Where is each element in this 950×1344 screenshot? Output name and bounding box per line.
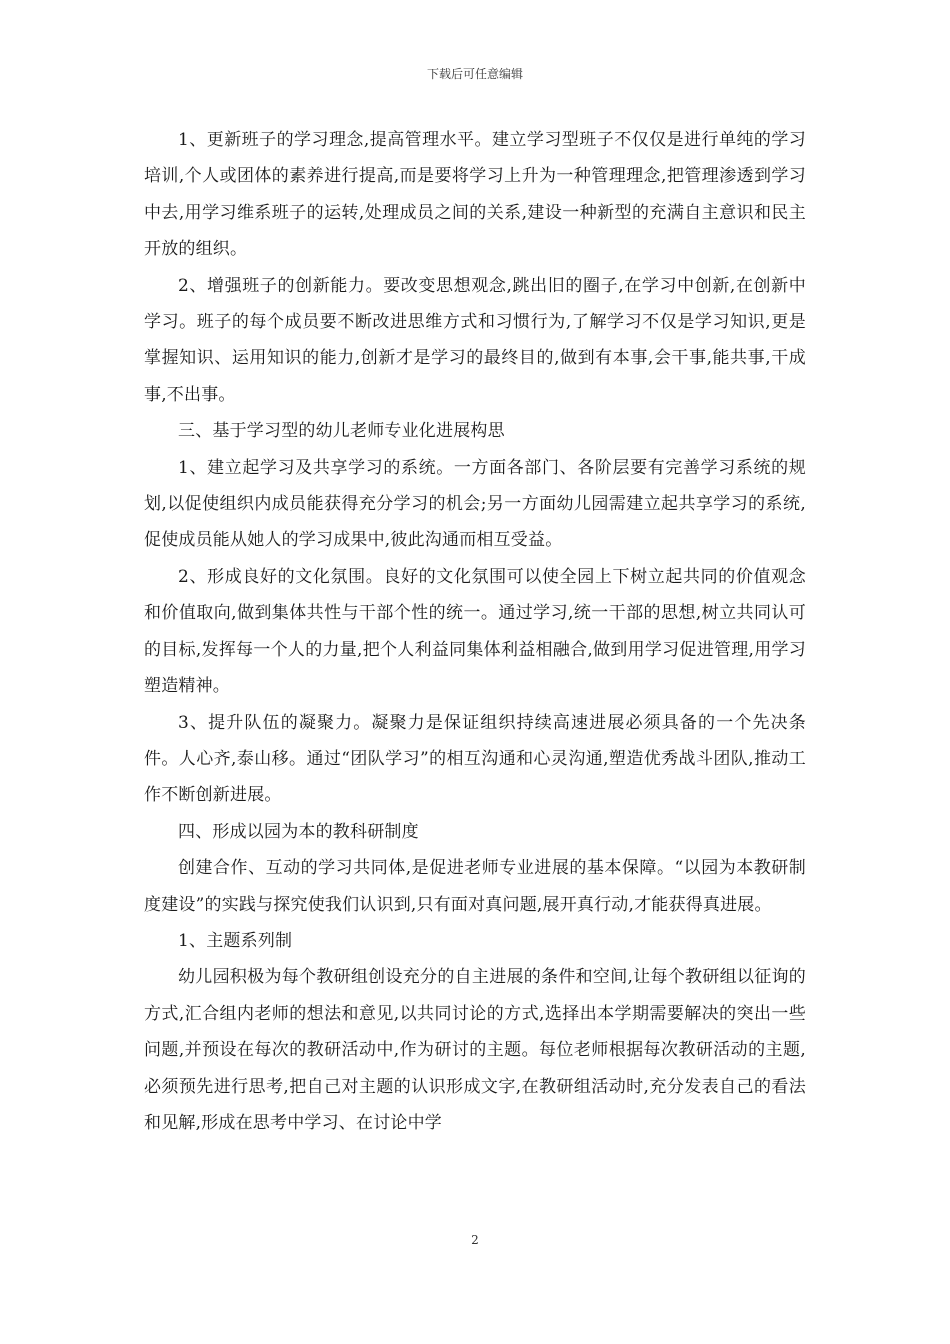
page-header: 下载后可任意编辑 [426,67,523,81]
paragraph-2: 2、增强班子的创新能力。要改变思想观念,跳出旧的圈子,在学习中创新,在创新中学习。班子的每个成员要不断改进思维方式和习惯行为,了解学习不仅是学习知识,更是掌握知识、运用知识的能力,创新才是学习的最终目的,做到有本事,会干事,能共事,干成事,不出事。 [144,275,806,405]
paragraph-6: 创建合作、互动的学习共同体,是促进老师专业进展的基本保障。“以园为本教研制度建设”的实践与探究使我们认识到,只有面对真问题,展开真行动,才能获得真进展。 [144,858,806,915]
section-heading-4: 四、形成以园为本的教科研制度 [178,821,419,842]
paragraph-4: 2、形成良好的文化氛围。良好的文化氛围可以使全园上下树立起共同的价值观念和价值取向,做到集体共性与干部个性的统一。通过学习,统一干部的思想,树立共同认可的目标,发挥每一个人的力量,把个人利益同集体利益相融合,做到用学习促进管理,用学习塑造精神。 [144,566,806,697]
document-body [144,122,806,1141]
paragraph-1: 1、更新班子的学习理念,提高管理水平。建立学习型班子不仅仅是进行单纯的学习培训,个人或团体的素养进行提高,而是要将学习上升为一种管理理念,把管理渗透到学习中去,用学习维系班子的运转,处理成员之间的关系,建设一种新型的充满自主意识和民主开放的组织。 [144,130,806,260]
section-heading-3: 三、基于学习型的幼儿老师专业化进展构思 [178,421,505,442]
paragraph-7: 幼儿园积极为每个教研组创设充分的自主进展的条件和空间,让每个教研组以征询的方式,汇合组内老师的想法和意见,以共同讨论的方式,选择出本学期需要解决的突出一些问题,并预设在每次的教研活动中,作为研讨的主题。每位老师根据每次教研活动的主题,必须预先进行思考,把自己对主题的认识形成文字,在教研组活动时,充分发表自己的看法和见解,形成在思考中学习、在讨论中学 [144,967,806,1133]
subheading-topic-series: 1、主题系列制 [178,930,293,951]
page-number: 2 [471,1233,479,1247]
paragraph-5: 3、提升队伍的凝聚力。凝聚力是保证组织持续高速进展必须具备的一个先决条件。人心齐,泰山移。通过“团队学习”的相互沟通和心灵沟通,塑造优秀战斗团队,推动工作不断创新进展。 [144,712,806,806]
paragraph-3: 1、建立起学习及共享学习的系统。一方面各部门、各阶层要有完善学习系统的规划,以促使组织内成员能获得充分学习的机会;另一方面幼儿园需建立起共享学习的系统,促使成员能从她人的学习成果中,彼此沟通而相互受益。 [144,457,806,551]
